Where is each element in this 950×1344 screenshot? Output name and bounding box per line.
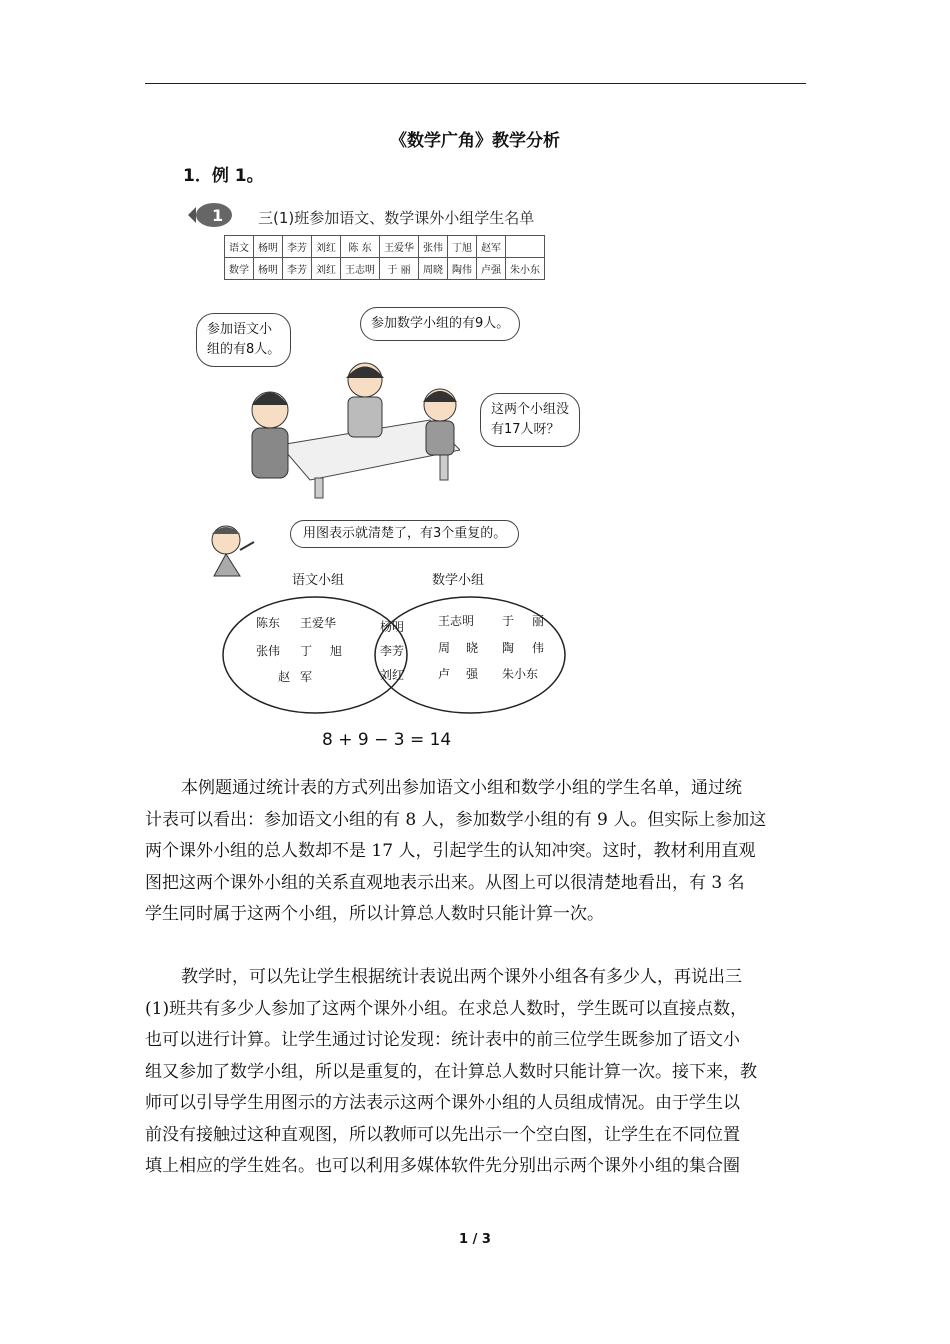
venn-name: 于 bbox=[502, 614, 515, 628]
venn-name: 旭 bbox=[330, 644, 343, 658]
venn-name: 伟 bbox=[532, 641, 545, 655]
venn-name: 强 bbox=[466, 667, 479, 681]
venn-name: 张伟 bbox=[256, 644, 281, 658]
venn-name: 李芳 bbox=[380, 644, 405, 658]
venn-name: 丁 bbox=[300, 644, 313, 658]
page-number: 1 / 3 bbox=[459, 1232, 491, 1247]
venn-diagram bbox=[220, 573, 570, 720]
table-row: 语文 杨明 李芳 刘红 陈 东 王爱华 张伟 丁旭 赵军 bbox=[225, 236, 545, 258]
venn-label-math: 数学小组 bbox=[432, 573, 485, 588]
venn-name: 丽 bbox=[532, 614, 545, 628]
name-table bbox=[224, 235, 545, 280]
children-at-table-illustration bbox=[240, 350, 460, 500]
header-rule bbox=[145, 83, 806, 84]
equation: 8 + 9 − 3 = 14 bbox=[322, 730, 452, 750]
venn-name: 陶 bbox=[502, 641, 515, 655]
textbook-figure bbox=[180, 195, 610, 765]
paragraph-2: 教学时，可以先让学生根据统计表说出两个课外小组各有多少人，再说出三 (1)班共有多少人参加了这两个课外小组。在求总人数时，学生既可以直接点数， 也可以进行计算。让学生通过讨论发现：统计表中的前三位学生既参加了语文小 组又参加了数学小组，所以是重复的，在计算总人数时只能计算一次。接下来，教 师可以引导学生用图示的方法表示这两个课外小组的人员组成情况。由于学生以 前没有接触过这种直观图，所以教师可以先出示一个空白图，让学生在不同位置 填上相应的学生姓名。也可以利用多媒体软件先分别出示两个课外小组的集合圈 bbox=[145, 967, 757, 1176]
example-heading: 1．例 1。 bbox=[183, 166, 264, 186]
venn-name: 杨明 bbox=[380, 620, 405, 634]
speech-bubble-left: 参加语文小 组的有8人。 bbox=[196, 313, 291, 367]
paragraph-1: 本例题通过统计表的方式列出参加语文小组和数学小组的学生名单，通过统 计表可以看出：参加语文小组的有 8 人，参加数学小组的有 9 人。但实际上参加这 两个课外小组的总人数却不是 17 人，引起学生的认知冲突。这时，教材利用直观 图把这两个课外小组的关系直观地表示出来。从图上可以很清楚地看出，有 3 名 学生同时属于这两个小组，所以计算总人数时只能计算一次。 bbox=[145, 778, 767, 924]
venn-name: 陈东 bbox=[256, 616, 281, 630]
venn-name: 军 bbox=[300, 670, 313, 684]
table-row: 数学 杨明 李芳 刘红 王志明 于 丽 周晓 陶伟 卢强 朱小东 bbox=[225, 258, 545, 280]
venn-name: 卢 bbox=[438, 667, 451, 681]
venn-name: 朱小东 bbox=[502, 667, 539, 681]
venn-name: 晓 bbox=[466, 641, 479, 655]
speech-bubble-right: 这两个小组没 有17人呀？ bbox=[480, 393, 580, 447]
speech-bubble-top: 参加数学小组的有9人。 bbox=[360, 307, 520, 341]
page-title: 《数学广角》教学分析 bbox=[390, 131, 560, 151]
venn-name: 王志明 bbox=[438, 614, 475, 628]
cartoon-mascot-icon bbox=[204, 520, 256, 580]
badge-number: 1 bbox=[212, 206, 224, 225]
venn-name: 刘红 bbox=[380, 668, 405, 682]
table-title: 三(1)班参加语文、数学课外小组学生名单 bbox=[258, 209, 535, 227]
venn-name: 王爱华 bbox=[300, 616, 337, 630]
venn-label-chinese: 语文小组 bbox=[292, 573, 345, 588]
fish-badge-icon bbox=[186, 201, 234, 229]
venn-name: 赵 bbox=[278, 670, 291, 684]
speech-bubble-bottom: 用图表示就清楚了，有3个重复的。 bbox=[290, 520, 519, 548]
venn-name: 周 bbox=[438, 641, 451, 655]
